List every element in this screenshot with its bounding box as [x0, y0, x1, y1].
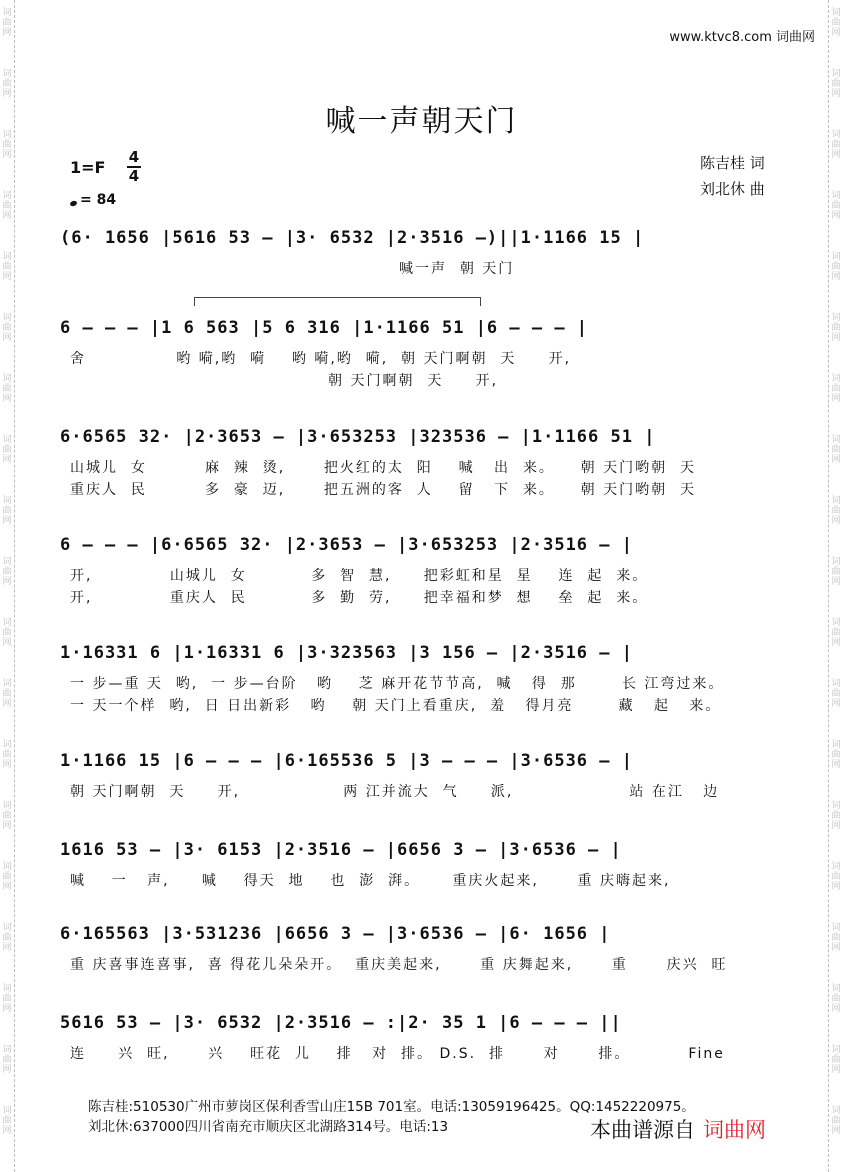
notation-line: 6·6565 32· |2·3653 — |3·653253 |323536 — |1·1166 51 |	[60, 427, 656, 447]
watermark-text: 词 曲 网	[2, 984, 12, 1014]
lyric-line: 朝 天门啊朝 天 开, 两 江并流大 气 派, 站 在江 边	[70, 784, 720, 800]
notation-line: (6· 1656 |5616 53 — |3· 6532 |2·3516 —)||1·1166 15 |	[60, 228, 645, 248]
notation-line: 6 — — — |1 6 563 |5 6 316 |1·1166 51 |6 — — — |	[60, 318, 589, 338]
notation-line: 1·1166 15 |6 — — — |6·165536 5 |3 — — — |3·6536 — |	[60, 751, 633, 771]
watermark-text: 词 曲 网	[2, 8, 12, 38]
watermark-text: 词 曲 网	[831, 252, 841, 282]
watermark-text: 词 曲 网	[2, 740, 12, 770]
watermark-text: 词 曲 网	[2, 191, 12, 221]
watermark-text: 词 曲 网	[2, 679, 12, 709]
lyric-line: 重庆人 民 多 豪 迈, 把五洲的客 人 留 下 来。 朝 天门哟朝 天	[70, 482, 697, 498]
tempo-value: = 84	[80, 192, 117, 208]
watermark-text: 词 曲 网	[831, 435, 841, 465]
notation-line: 1·16331 6 |1·16331 6 |3·323563 |3 156 — |2·3516 — |	[60, 643, 633, 663]
watermark-text: 词 曲 网	[831, 1045, 841, 1075]
watermark-text: 词 曲 网	[831, 984, 841, 1014]
watermark-text: 词 曲 网	[2, 374, 12, 404]
watermark-text: 词 曲 网	[831, 801, 841, 831]
watermark-text: 词 曲 网	[2, 1045, 12, 1075]
watermark-text: 词 曲 网	[831, 130, 841, 160]
watermark-text: 词 曲 网	[2, 557, 12, 587]
volta-bracket	[194, 297, 481, 306]
watermark-text: 词 曲 网	[831, 69, 841, 99]
watermark-text: 词 曲 网	[2, 1106, 12, 1136]
notation-line: 6 — — — |6·6565 32· |2·3653 — |3·653253 |2·3516 — |	[60, 535, 633, 555]
watermark-text: 词 曲 网	[831, 862, 841, 892]
watermark-text: 词 曲 网	[831, 191, 841, 221]
lyric-line: 开, 山城儿 女 多 智 慧, 把彩虹和星 星 连 起 来。	[70, 568, 649, 584]
time-top: 4	[128, 148, 140, 166]
tempo-mark	[70, 192, 116, 208]
lyric-line: 一 天一个样 哟, 日 日出新彩 哟 朝 天门上看重庆, 羞 得月亮 藏 起 来。	[70, 698, 722, 714]
lyric-line: 舍 哟 嗬,哟 嗬 哟 嗬,哟 嗬, 朝 天门啊朝 天 开,	[70, 351, 572, 367]
notation-line: 1616 53 — |3· 6153 |2·3516 — |6656 3 — |3·6536 — |	[60, 840, 622, 860]
time-bottom: 4	[128, 167, 140, 185]
lyricist: 陈吉桂 词	[700, 154, 765, 172]
lyric-line: 开, 重庆人 民 多 勤 劳, 把幸福和梦 想 垒 起 来。	[70, 590, 649, 606]
lyric-line: 喊 一 声, 喊 得天 地 也 澎 湃。 重庆火起来, 重 庆嗨起来,	[70, 873, 671, 889]
watermark-text: 词 曲 网	[831, 740, 841, 770]
lyric-line: 山城儿 女 麻 辣 烫, 把火红的太 阳 喊 出 来。 朝 天门哟朝 天	[70, 460, 697, 476]
notation-line: 6·165563 |3·531236 |6656 3 — |3·6536 — |6· 1656 |	[60, 924, 611, 944]
quarter-note-icon	[69, 200, 77, 207]
watermark-text: 词 曲 网	[831, 618, 841, 648]
watermark-text: 词 曲 网	[831, 1106, 841, 1136]
watermark-text: 词 曲 网	[2, 496, 12, 526]
watermark-text: 词 曲 网	[2, 618, 12, 648]
credits	[700, 150, 765, 202]
watermark-text: 词 曲 网	[2, 801, 12, 831]
watermark-text: 词 曲 网	[2, 862, 12, 892]
left-watermark-strip	[0, 0, 15, 1172]
watermark-text: 词 曲 网	[831, 496, 841, 526]
watermark-text: 词 曲 网	[2, 252, 12, 282]
watermark-text: 词 曲 网	[2, 923, 12, 953]
lyric-line: 一 步—重 天 哟, 一 步—台阶 哟 芝 麻开花节节高, 喊 得 那 长 江弯过来。	[70, 676, 725, 692]
notation-line: 5616 53 — |3· 6532 |2·3516 — :|2· 35 1 |6 — — — ||	[60, 1013, 622, 1033]
lyric-line: 喊一声 朝 天门	[70, 261, 515, 277]
watermark-text: 词 曲 网	[831, 313, 841, 343]
source-label: 本曲谱源自	[590, 1118, 695, 1142]
source-note	[590, 1114, 766, 1144]
time-signature	[127, 150, 141, 184]
watermark-text: 词 曲 网	[831, 374, 841, 404]
lyric-line: 连 兴 旺, 兴 旺花 儿 排 对 排。 D.S. 排 对 排。 Fine	[70, 1046, 725, 1062]
source-brand[interactable]: 词曲网	[703, 1118, 766, 1142]
watermark-text: 词 曲 网	[2, 435, 12, 465]
watermark-text: 词 曲 网	[2, 130, 12, 160]
watermark-text: 词 曲 网	[831, 557, 841, 587]
site-header[interactable]: www.ktvc8.com 词曲网	[669, 30, 815, 45]
watermark-text: 词 曲 网	[831, 679, 841, 709]
lyric-line: 重 庆喜事连喜事, 喜 得花儿朵朵开。 重庆美起来, 重 庆舞起来, 重 庆兴 旺	[70, 957, 728, 973]
watermark-text: 词 曲 网	[2, 313, 12, 343]
lyricist-contact: 陈吉桂:510530广州市萝岗区保利香雪山庄15B 701室。电话:13059196425。QQ:1452220975。	[88, 1099, 695, 1115]
watermark-text: 词 曲 网	[831, 8, 841, 38]
watermark-text: 词 曲 网	[831, 923, 841, 953]
composer-contact: 刘北休:637000四川省南充市顺庆区北湖路314号。电话:13	[88, 1119, 449, 1135]
right-watermark-strip	[828, 0, 843, 1172]
lyric-line: 朝 天门啊朝 天 开,	[70, 373, 499, 389]
watermark-text: 词 曲 网	[2, 69, 12, 99]
composer: 刘北休 曲	[700, 180, 765, 198]
key-signature: 1=F	[70, 158, 106, 177]
song-title: 喊一声朝天门	[325, 104, 518, 139]
